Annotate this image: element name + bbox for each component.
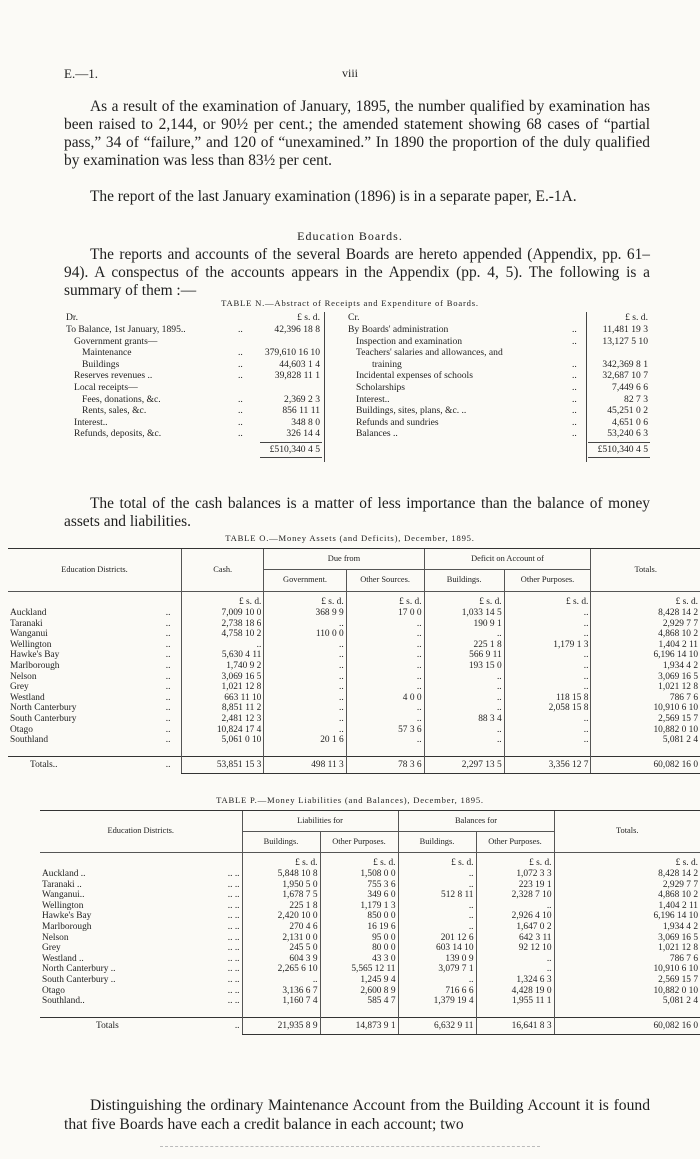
cell-value: .. xyxy=(398,922,476,933)
cell-value: 6,196 14 10 xyxy=(591,650,700,661)
cell-value: 349 6 0 xyxy=(320,890,398,901)
cell-value: .. xyxy=(346,650,424,661)
cell-value: 270 4 6 xyxy=(242,922,320,933)
cell-value: 2,569 15 7 xyxy=(591,714,700,725)
cell-value: 225 1 8 xyxy=(242,901,320,912)
table-row: Nelson .. 3,069 16 5 .. .. .. .. 3,069 16 5 xyxy=(10,671,698,682)
cell-value: .. xyxy=(504,661,591,672)
cell-value: 1,021 12 8 xyxy=(591,682,700,693)
cell-value: 4,758 10 2 xyxy=(182,629,264,640)
table-row: Hawke's Bay .. 5,630 4 11 .. .. 566 9 11 .. 6,196 14 10 xyxy=(10,650,698,661)
cell-value: .. xyxy=(264,725,346,736)
district-name: Westland .. xyxy=(42,953,84,964)
receipt-label: Fees, donations, &c. xyxy=(82,393,161,405)
cell-value: .. xyxy=(398,975,476,986)
cell-value: 201 12 6 xyxy=(398,933,476,944)
currency-header: £ s. d. xyxy=(591,592,700,609)
cell-value: 2,600 8 9 xyxy=(320,986,398,997)
cell-value: .. xyxy=(346,682,424,693)
receipt-amount: 326 14 4 xyxy=(286,428,320,440)
cell-value: .. xyxy=(504,672,591,683)
table-row: South Canterbury .. .. .. .. 1,245 9 4 .. 1,324 6 3 2,569 15 7 xyxy=(42,974,698,985)
district-name: Auckland .. xyxy=(42,869,86,879)
table-p-caption: TABLE P.—Money Liabilities (and Balances), December, 1895. xyxy=(216,795,484,805)
cell-value: 190 9 1 xyxy=(424,619,504,630)
expenditure-amount: 13,127 5 10 xyxy=(602,335,648,347)
cell-value: .. xyxy=(476,964,554,975)
total-value: 14,873 9 1 xyxy=(320,1018,398,1035)
cell-value: 2,929 7 7 xyxy=(554,880,700,891)
table-row: Wanganui .. 4,758 10 2 110 0 0 .. .. .. 4,868 10 2 xyxy=(10,629,698,640)
expenditure-label: Balances .. xyxy=(356,428,398,440)
expenditure-label: By Boards' administration xyxy=(348,324,449,335)
district-name: Southland.. xyxy=(42,996,85,1007)
header-balances: Balances for xyxy=(398,811,554,832)
table-row: Marlborough .. .. 270 4 6 16 19 6 .. 1,647 0 2 1,934 4 2 xyxy=(42,921,698,932)
header-district: Education Districts. xyxy=(61,564,128,574)
paragraph-examination: As a result of the examination of January, 1895, the number qualified by examination has been raised to 2,144, or 90½ per cent.; the amended statement showing 68 cases of “partial pass,” 34 of “failure,” and 120 of “unexamined.” In 1890 the proportion of the duly qualified by examination was less than 83½ per cent. xyxy=(64,98,650,169)
district-name: Wellington xyxy=(10,639,52,650)
receipt-label: Government grants— xyxy=(74,335,158,347)
header-district: Education Districts. xyxy=(107,826,175,836)
cell-value: .. xyxy=(424,629,504,640)
cell-value: 5,061 0 10 xyxy=(182,735,264,746)
cell-value: .. xyxy=(504,735,591,746)
currency-header: £ s. d. xyxy=(504,592,591,609)
cell-value: .. xyxy=(504,714,591,725)
cell-value: .. xyxy=(242,975,320,986)
cell-value: 17 0 0 xyxy=(346,608,424,619)
cell-value: 1,950 5 0 xyxy=(242,880,320,891)
cell-value: .. xyxy=(504,650,591,661)
header-liabilities: Liabilities for xyxy=(242,811,398,832)
currency-header: £ s. d. xyxy=(346,592,424,609)
cell-value: 4,428 19 0 xyxy=(476,986,554,997)
table-row: Auckland .. 7,009 10 0 368 9 9 17 0 0 1,033 14 5 .. 8,428 14 2 xyxy=(10,608,698,618)
district-name: North Canterbury .. xyxy=(42,964,116,975)
cell-value: 716 6 6 xyxy=(398,986,476,997)
cell-value: 566 9 11 xyxy=(424,650,504,661)
expenditure-label: Teachers' salaries and allowances, and xyxy=(356,347,503,359)
cell-value: 1,934 4 2 xyxy=(591,661,700,672)
table-row: South Canterbury .. 2,481 12 3 .. .. 88 3 4 .. 2,569 15 7 xyxy=(10,713,698,724)
table-row: Westland .. .. .. 604 3 9 43 3 0 139 0 9 .. 786 7 6 xyxy=(42,953,698,964)
receipt-amount: 856 11 11 xyxy=(282,405,320,417)
header-subcolumn: Other Purposes. xyxy=(320,832,398,853)
paragraph-report: The report of the last January examination (1896) is in a separate paper, E.-1A. xyxy=(90,188,577,205)
table-row: North Canterbury .. 8,851 11 2 .. .. .. 2,058 15 8 10,910 6 10 xyxy=(10,703,698,714)
currency-header: £ s. d. xyxy=(242,853,320,870)
cell-value: .. xyxy=(346,661,424,672)
cell-value: 1,021 12 8 xyxy=(554,943,700,954)
district-name: Taranaki .. xyxy=(42,879,82,890)
district-name: Southland xyxy=(10,735,49,746)
receipt-amount: 379,610 16 10 xyxy=(264,347,320,359)
district-name: Wanganui.. xyxy=(42,890,85,901)
cell-value: 2,420 10 0 xyxy=(242,911,320,922)
district-name: Wellington xyxy=(42,900,84,911)
cell-value: 512 8 11 xyxy=(398,890,476,901)
cell-value: 1,072 3 3 xyxy=(476,869,554,880)
receipt-label: Rents, sales, &c. xyxy=(82,405,147,417)
cell-value: 193 15 0 xyxy=(424,661,504,672)
cell-value: 225 1 8 xyxy=(424,640,504,651)
table-row: Southland.. .. .. 1,160 7 4 585 4 7 1,379 19 4 1,955 11 1 5,081 2 4 xyxy=(42,996,698,1007)
cell-value: .. xyxy=(424,703,504,714)
cell-value: 5,081 2 4 xyxy=(591,735,700,746)
district-name: South Canterbury .. xyxy=(42,974,116,985)
cell-value: 2,569 15 7 xyxy=(554,975,700,986)
cell-value: .. xyxy=(504,619,591,630)
district-name: Nelson xyxy=(42,932,69,943)
table-o xyxy=(8,549,700,774)
cell-value: 10,882 0 10 xyxy=(554,986,700,997)
cell-value: 80 0 0 xyxy=(320,943,398,954)
cr-label: Cr. xyxy=(348,312,360,323)
cell-value: 10,824 17 4 xyxy=(182,725,264,736)
district-name: Auckland xyxy=(10,608,47,618)
cell-value: 118 15 8 xyxy=(504,693,591,704)
cell-value: 5,081 2 4 xyxy=(554,996,700,1007)
cell-value: 1,678 7 5 xyxy=(242,890,320,901)
section-heading: Education Boards. xyxy=(297,229,403,243)
totals-label: Totals.. xyxy=(8,757,164,774)
cell-value: 663 11 10 xyxy=(182,693,264,704)
cell-value: 2,131 0 0 xyxy=(242,933,320,944)
cell-value: 1,934 4 2 xyxy=(554,922,700,933)
district-name: Otago xyxy=(10,724,33,735)
cell-value: .. xyxy=(264,640,346,651)
receipts-total: £510,340 4 5 xyxy=(269,444,320,455)
cell-value: 2,328 7 10 xyxy=(476,890,554,901)
header-subcolumn: Buildings. xyxy=(398,832,476,853)
receipt-amount: 44,603 1 4 xyxy=(279,358,320,370)
cell-value: 1,245 9 4 xyxy=(320,975,398,986)
table-n-caption: TABLE N.—Abstract of Receipts and Expenditure of Boards. xyxy=(221,298,479,308)
cell-value: .. xyxy=(476,901,554,912)
currency-header: £ s. d. xyxy=(554,853,700,870)
cell-value: 8,851 11 2 xyxy=(182,703,264,714)
cell-value: .. xyxy=(398,911,476,922)
header-subcolumn: Other Sources. xyxy=(346,570,424,592)
cell-value: .. xyxy=(424,682,504,693)
total-value: 498 11 3 xyxy=(264,757,346,774)
header-subcolumn: Other Purposes. xyxy=(476,832,554,853)
cell-value: 2,926 4 10 xyxy=(476,911,554,922)
expenditure-amount: 32,687 10 7 xyxy=(602,370,648,382)
cell-value: 16 19 6 xyxy=(320,922,398,933)
receipt-amount: 348 8 0 xyxy=(291,416,320,428)
cell-value: .. xyxy=(264,619,346,630)
cell-value: .. xyxy=(264,693,346,704)
cell-value: 603 14 10 xyxy=(398,943,476,954)
cell-value: .. xyxy=(476,954,554,965)
cell-value: 2,738 18 6 xyxy=(182,619,264,630)
total-value: 60,082 16 0 xyxy=(591,757,700,774)
cell-value: 1,179 1 3 xyxy=(320,901,398,912)
table-p xyxy=(40,811,700,1035)
cell-value: 5,565 12 11 xyxy=(320,964,398,975)
cell-value: 223 19 1 xyxy=(476,880,554,891)
totals-row: Totals .. 21,935 8 9 14,873 9 1 6,632 9 11 16,641 8 3 60,082 16 0 xyxy=(40,1018,700,1035)
cell-value: 368 9 9 xyxy=(264,608,346,619)
receipt-label: Local receipts— xyxy=(74,382,138,393)
cell-value: 1,033 14 5 xyxy=(424,608,504,619)
district-name: Otago xyxy=(42,985,65,996)
header-due-from: Due from xyxy=(264,549,424,570)
receipt-label: Interest.. xyxy=(74,416,108,428)
district-name: Wanganui xyxy=(10,629,48,640)
currency-left: £ s. d. xyxy=(297,312,320,323)
cell-value: .. xyxy=(424,672,504,683)
cell-value: 10,882 0 10 xyxy=(591,725,700,736)
table-row: Auckland .. .. .. 5,848 10 8 1,508 0 0 .. 1,072 3 3 8,428 14 2 xyxy=(42,869,698,879)
cell-value: .. xyxy=(346,735,424,746)
cell-value: .. xyxy=(424,725,504,736)
cell-value: 1,404 2 11 xyxy=(591,640,700,651)
cell-value: .. xyxy=(504,608,591,619)
expenditure-amount: 7,449 6 6 xyxy=(612,382,648,393)
dr-label: Dr. xyxy=(66,312,78,323)
cell-value: .. xyxy=(424,693,504,704)
cell-value: 755 3 6 xyxy=(320,880,398,891)
table-row: Taranaki .. 2,738 18 6 .. .. 190 9 1 .. 2,929 7 7 xyxy=(10,618,698,629)
cell-value: 1,021 12 8 xyxy=(182,682,264,693)
cell-value: .. xyxy=(346,714,424,725)
cell-value: 3,079 7 1 xyxy=(398,964,476,975)
expenditure-label: Buildings, sites, plans, &c. .. xyxy=(356,405,467,417)
table-row: Wellington .. .. 225 1 8 1,179 1 3 .. .. 1,404 2 11 xyxy=(42,900,698,911)
table-row: North Canterbury .. .. .. 2,265 6 10 5,565 12 11 3,079 7 1 .. 10,910 6 10 xyxy=(42,964,698,975)
cell-value: .. xyxy=(264,672,346,683)
cell-value: .. xyxy=(398,901,476,912)
cell-value: 10,910 6 10 xyxy=(554,964,700,975)
district-name: North Canterbury xyxy=(10,703,77,714)
currency-header: £ s. d. xyxy=(320,853,398,870)
cell-value: 4,868 10 2 xyxy=(591,629,700,640)
cell-value: 642 3 11 xyxy=(476,933,554,944)
currency-header: £ s. d. xyxy=(182,592,264,609)
expenditure-amount: 53,240 6 3 xyxy=(607,428,648,440)
receipt-amount: 39,828 11 1 xyxy=(274,370,320,382)
cell-value: 95 0 0 xyxy=(320,933,398,944)
cell-value: 1,379 19 4 xyxy=(398,996,476,1007)
currency-header: £ s. d. xyxy=(264,592,346,609)
cell-value: 786 7 6 xyxy=(591,693,700,704)
cell-value: 10,910 6 10 xyxy=(591,703,700,714)
header-cash: Cash. xyxy=(182,549,264,592)
paragraph-boards: The reports and accounts of the several Boards are hereto appended (Appendix, pp. 61–94). A conspectus of the accounts appears in the Appendix (pp. 4, 5). The following is a summary of them :— xyxy=(64,246,650,299)
cell-value: .. xyxy=(346,619,424,630)
receipt-amount: 42,396 18 8 xyxy=(274,324,320,335)
totals-row: Totals.. .. 53,851 15 3 498 11 3 78 3 6 2,297 13 5 3,356 12 7 60,082 16 0 xyxy=(8,757,700,774)
cell-value: .. xyxy=(264,714,346,725)
page-header xyxy=(64,66,636,86)
expenditure-total: £510,340 4 5 xyxy=(597,444,648,455)
total-value: 21,935 8 9 xyxy=(242,1018,320,1035)
cell-value: 3,069 16 5 xyxy=(591,672,700,683)
cell-value: 4,868 10 2 xyxy=(554,890,700,901)
currency-header: £ s. d. xyxy=(476,853,554,870)
cell-value: 1,508 0 0 xyxy=(320,869,398,880)
expenditure-amount: 4,651 0 6 xyxy=(612,416,648,428)
cell-value: 1,955 11 1 xyxy=(476,996,554,1007)
cell-value: 43 3 0 xyxy=(320,954,398,965)
total-value: 2,297 13 5 xyxy=(424,757,504,774)
table-row: Westland .. 663 11 10 .. 4 0 0 .. 118 15 8 786 7 6 xyxy=(10,692,698,703)
cell-value: .. xyxy=(424,735,504,746)
header-subcolumn: Government. xyxy=(264,570,346,592)
cell-value: 88 3 4 xyxy=(424,714,504,725)
paragraph-distinguishing: Distinguishing the ordinary Maintenance Account from the Building Account it is found that five Boards have each a credit balance in each account; two xyxy=(64,1097,650,1133)
cell-value: .. xyxy=(346,672,424,683)
district-name: Taranaki xyxy=(10,618,43,629)
cell-value: 245 5 0 xyxy=(242,943,320,954)
receipt-label: To Balance, 1st January, 1895.. xyxy=(66,324,186,335)
receipt-label: Maintenance xyxy=(82,347,132,359)
cell-value: 7,009 10 0 xyxy=(182,608,264,619)
cell-value: .. xyxy=(346,629,424,640)
cell-value: 3,069 16 5 xyxy=(182,672,264,683)
receipt-label: Refunds, deposits, &c. xyxy=(74,428,162,440)
district-name: Nelson xyxy=(10,671,37,682)
table-row: Taranaki .. .. .. 1,950 5 0 755 3 6 .. 223 19 1 2,929 7 7 xyxy=(42,879,698,890)
cell-value: 1,740 9 2 xyxy=(182,661,264,672)
table-row: Wellington .. .. .. .. 225 1 8 1,179 1 3 1,404 2 11 xyxy=(10,639,698,650)
cell-value: 92 12 10 xyxy=(476,943,554,954)
table-row: Otago .. .. 3,136 6 7 2,600 8 9 716 6 6 4,428 19 0 10,882 0 10 xyxy=(42,985,698,996)
header-totals: Totals. xyxy=(554,811,700,853)
table-row: Hawke's Bay .. .. 2,420 10 0 850 0 0 .. 2,926 4 10 6,196 14 10 xyxy=(42,911,698,922)
cell-value: 4 0 0 xyxy=(346,693,424,704)
currency-header: £ s. d. xyxy=(398,853,476,870)
cell-value: .. xyxy=(504,629,591,640)
table-n: Dr. Cr. £ s. d. £ s. d. To Balance, 1st January, 1895.. .. 42,396 18 8 Government grants— Maintenance .. 379,610 16 10 Buildings .. 44,603 1 4 Reserves revenues .. .. 39,828 11 1 Local receipts— Fees, donations, &c. .. 2,369 2 3 Rents, sales, &c. .. 856 11 11 Interest.. .. 348 8 0 Refunds, deposits, &c. .. 326 14 4 By Boards' administration .. 11,481 19 3 Inspection and examination .. 13,127 5 10 Teachers' salaries and allowances, and training .. 342,369 8 1 Incidental expenses of schools .. 32,687 10 7 Scholarships .. 7,449 6 6 Interest.. .. 82 7 3 Buildings, sites, plans, &c. .. .. 45,251 0 2 Refunds and sundries .. 4,651 0 6 Balances .. .. 53,240 6 3 £510,340 4 5 £510,340 4 5 xyxy=(64,312,650,482)
district-name: Hawke's Bay xyxy=(10,650,60,661)
total-value: 53,851 15 3 xyxy=(182,757,264,774)
cell-value: 8,428 14 2 xyxy=(554,869,700,880)
expenditure-amount: 45,251 0 2 xyxy=(607,405,648,417)
cell-value: 3,136 6 7 xyxy=(242,986,320,997)
total-value: 3,356 12 7 xyxy=(504,757,591,774)
cell-value: 1,179 1 3 xyxy=(504,640,591,651)
cell-value: 5,848 10 8 xyxy=(242,869,320,880)
header-deficit: Deficit on Account of xyxy=(424,549,591,570)
header-subcolumn: Buildings. xyxy=(242,832,320,853)
cell-value: 5,630 4 11 xyxy=(182,650,264,661)
cell-value: .. xyxy=(398,880,476,891)
cell-value: 2,058 15 8 xyxy=(504,703,591,714)
cell-value: 3,069 16 5 xyxy=(554,933,700,944)
cell-value: .. xyxy=(504,725,591,736)
district-name: Hawke's Bay xyxy=(42,911,92,922)
expenditure-label: Refunds and sundries xyxy=(356,416,439,428)
cell-value: 110 0 0 xyxy=(264,629,346,640)
expenditure-label: Inspection and examination xyxy=(356,335,463,347)
expenditure-amount: 11,481 19 3 xyxy=(602,324,648,335)
expenditure-label: Scholarships xyxy=(356,382,406,393)
report-code: E.—1. xyxy=(64,66,98,81)
cell-value: 1,324 6 3 xyxy=(476,975,554,986)
table-row: Wanganui.. .. .. 1,678 7 5 349 6 0 512 8 11 2,328 7 10 4,868 10 2 xyxy=(42,890,698,901)
total-value: 60,082 16 0 xyxy=(554,1018,700,1035)
expenditure-label: training xyxy=(372,358,402,370)
cell-value: .. xyxy=(264,703,346,714)
cell-value: 57 3 6 xyxy=(346,725,424,736)
cell-value: 139 0 9 xyxy=(398,954,476,965)
total-value: 6,632 9 11 xyxy=(398,1018,476,1035)
table-row: Grey .. .. 245 5 0 80 0 0 603 14 10 92 12 10 1,021 12 8 xyxy=(42,943,698,954)
cell-value: .. xyxy=(264,661,346,672)
district-name: Marlborough xyxy=(42,921,92,932)
receipt-amount: 2,369 2 3 xyxy=(284,393,320,405)
total-value: 16,641 8 3 xyxy=(476,1018,554,1035)
district-name: Grey xyxy=(10,682,29,693)
cell-value: 6,196 14 10 xyxy=(554,911,700,922)
table-row: Otago .. 10,824 17 4 .. 57 3 6 .. .. 10,882 0 10 xyxy=(10,724,698,735)
header-totals: Totals. xyxy=(591,549,700,592)
expenditure-label: Incidental expenses of schools xyxy=(356,370,473,382)
table-row: Nelson .. .. 2,131 0 0 95 0 0 201 12 6 642 3 11 3,069 16 5 xyxy=(42,932,698,943)
cell-value: .. xyxy=(264,682,346,693)
page-number: viii xyxy=(341,66,358,80)
cell-value: .. xyxy=(346,640,424,651)
cell-value: 2,481 12 3 xyxy=(182,714,264,725)
cell-value: 2,265 6 10 xyxy=(242,964,320,975)
district-name: Grey xyxy=(42,943,61,954)
district-name: Westland xyxy=(10,692,45,703)
cell-value: 2,929 7 7 xyxy=(591,619,700,630)
cell-value: 8,428 14 2 xyxy=(591,608,700,619)
expenditure-amount: 342,369 8 1 xyxy=(602,358,648,370)
total-value: 78 3 6 xyxy=(346,757,424,774)
cell-value: 1,647 0 2 xyxy=(476,922,554,933)
currency-right: £ s. d. xyxy=(625,312,648,323)
table-row: Grey .. 1,021 12 8 .. .. .. .. 1,021 12 8 xyxy=(10,682,698,693)
cell-value: 786 7 6 xyxy=(554,954,700,965)
receipt-label: Buildings xyxy=(82,358,120,370)
cell-value: .. xyxy=(346,703,424,714)
district-name: Marlborough xyxy=(10,660,60,671)
cell-value: 585 4 7 xyxy=(320,996,398,1007)
cell-value: 1,160 7 4 xyxy=(242,996,320,1007)
totals-label: Totals xyxy=(40,1018,190,1035)
cell-value: .. xyxy=(264,650,346,661)
table-row: Marlborough .. 1,740 9 2 .. .. 193 15 0 .. 1,934 4 2 xyxy=(10,660,698,671)
header-subcolumn: Buildings. xyxy=(424,570,504,592)
table-row: Southland .. 5,061 0 10 20 1 6 .. .. .. 5,081 2 4 xyxy=(10,735,698,746)
expenditure-label: Interest.. xyxy=(356,393,390,405)
cell-value: 604 3 9 xyxy=(242,954,320,965)
cell-value: .. xyxy=(398,869,476,880)
cell-value: .. xyxy=(504,682,591,693)
cell-value: 1,404 2 11 xyxy=(554,901,700,912)
cell-value: 20 1 6 xyxy=(264,735,346,746)
receipt-label: Reserves revenues .. xyxy=(74,370,153,382)
cell-value: 850 0 0 xyxy=(320,911,398,922)
header-subcolumn: Other Purposes. xyxy=(504,570,591,592)
paragraph-cash-balances: The total of the cash balances is a matter of less importance than the balance of money assets and liabilities. xyxy=(64,495,650,530)
cell-value: .. xyxy=(182,640,264,651)
district-name: South Canterbury xyxy=(10,713,77,724)
table-o-caption: TABLE O.—Money Assets (and Deficits), December, 1895. xyxy=(225,533,475,543)
currency-header: £ s. d. xyxy=(424,592,504,609)
expenditure-amount: 82 7 3 xyxy=(624,393,648,405)
